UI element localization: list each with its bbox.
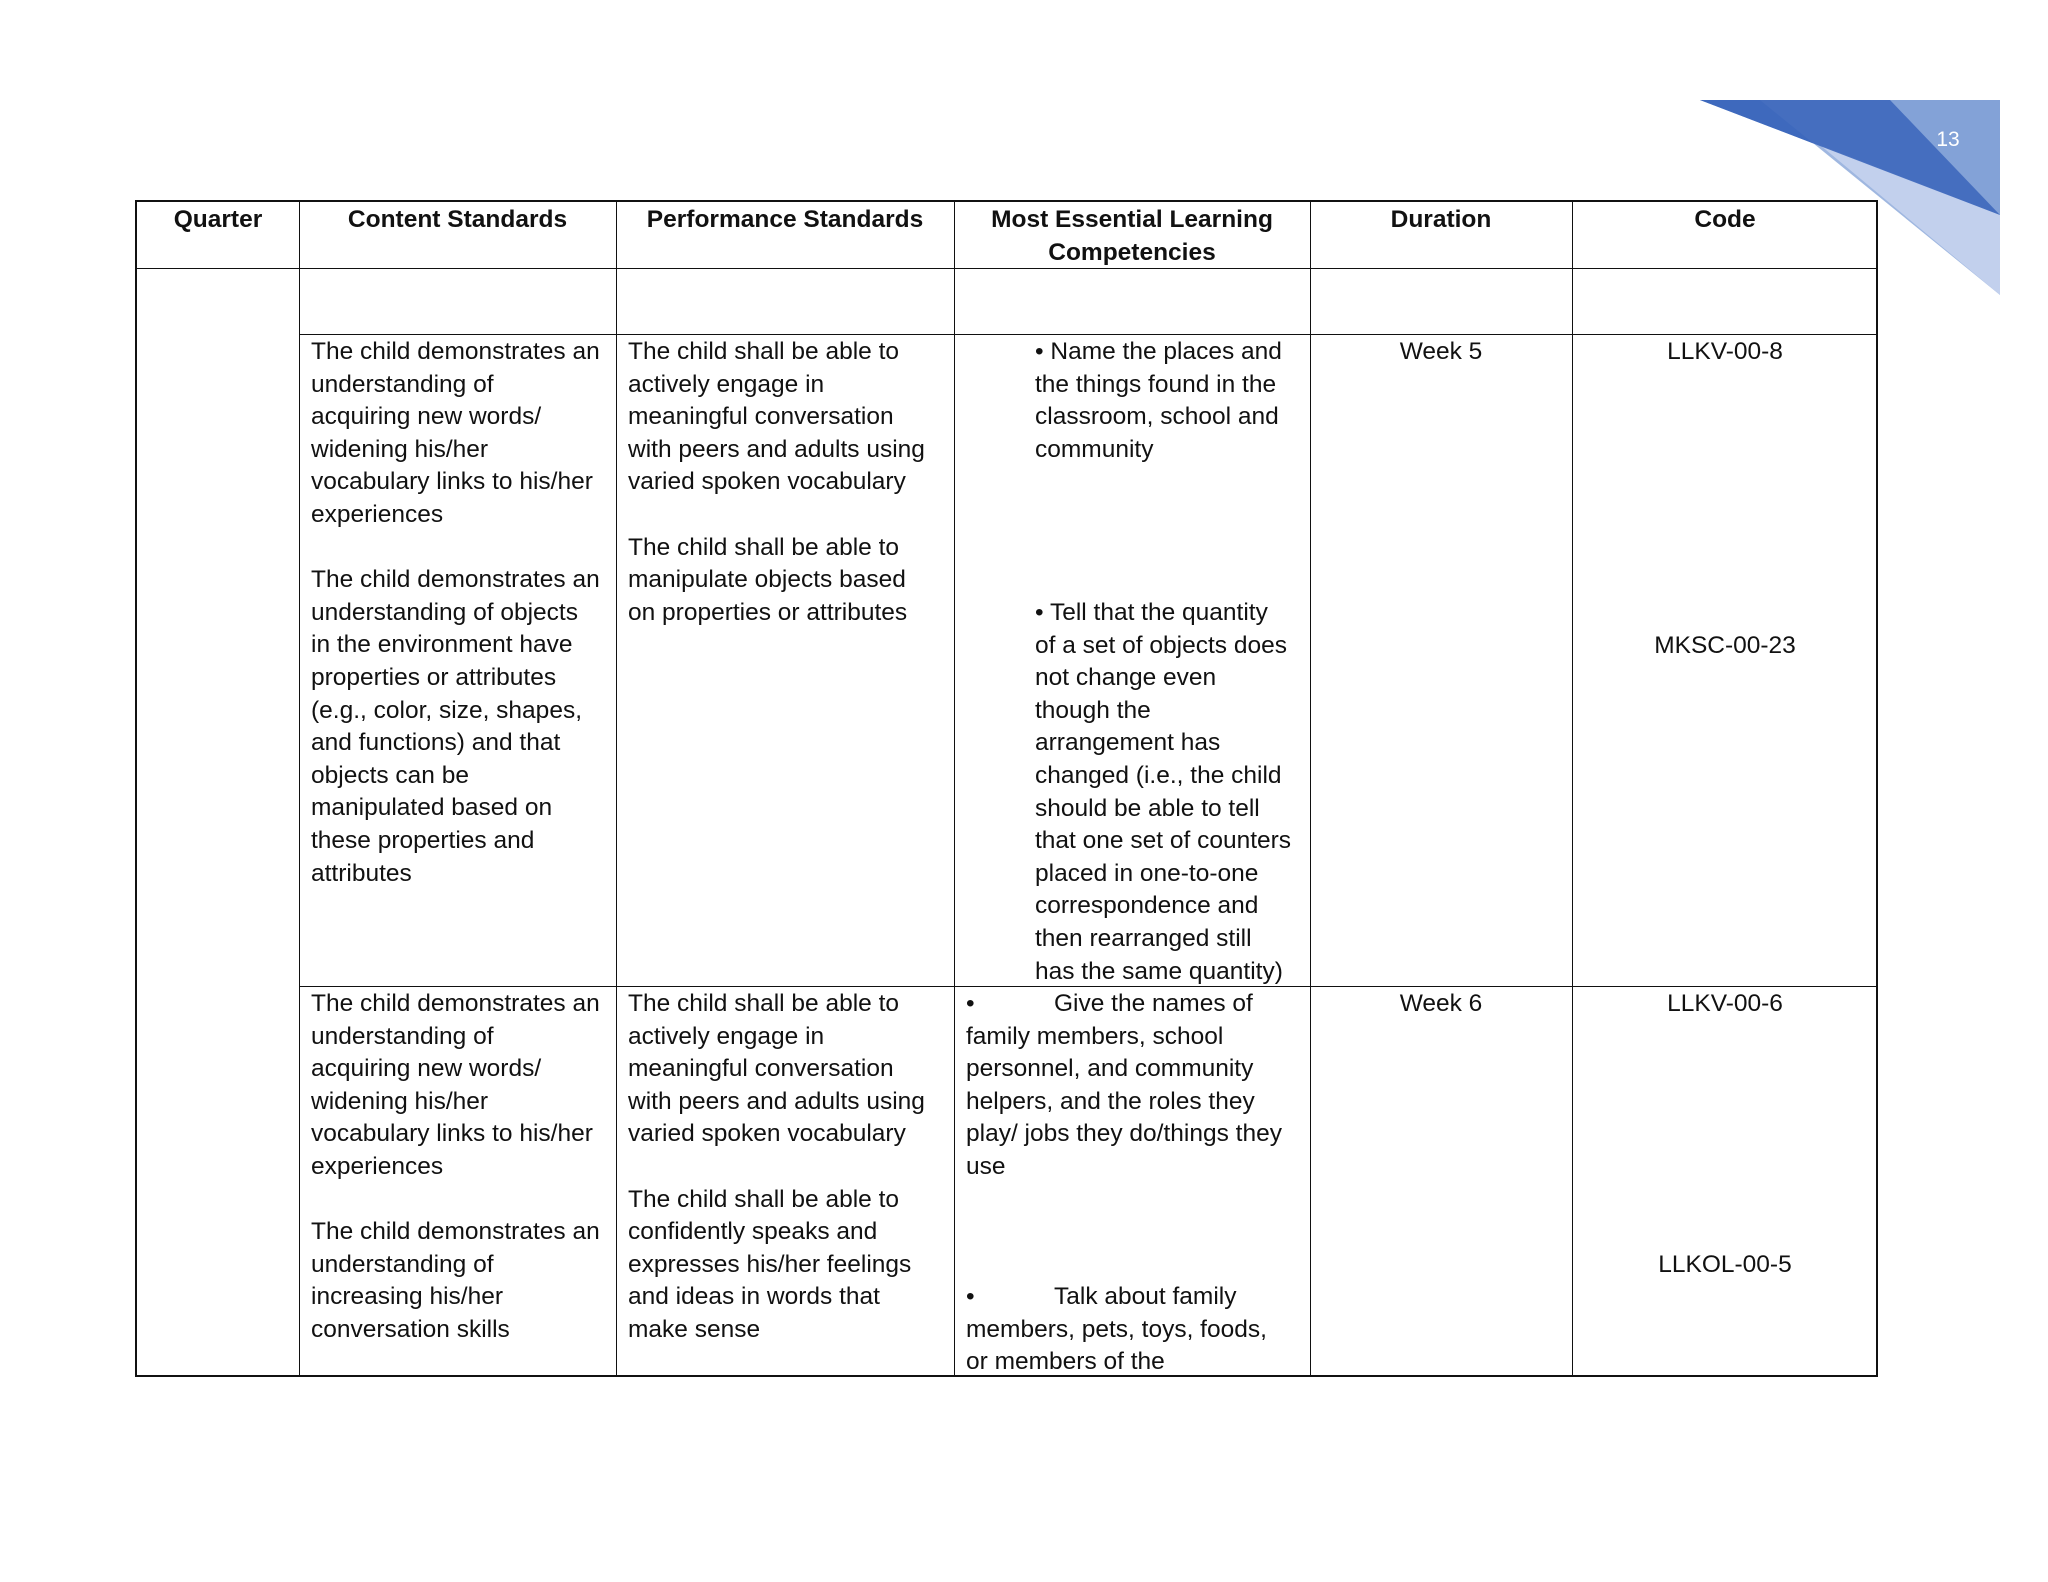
row1-code-2: MKSC-00-23 <box>1654 632 1796 659</box>
header-quarter: Quarter <box>173 206 263 233</box>
row1-duration: Week 5 <box>1399 338 1483 365</box>
row1-melc-item-2: • Tell that the quantity of a set of objects does not change even though the arrangement has changed (i.e., the child should be able to tell that one set of counters placed in one-to-one correspondence and then rearranged still has the same quantity) <box>1035 599 1292 985</box>
row2-code-2: LLKOL-00-5 <box>1658 1251 1792 1278</box>
column-divider <box>1310 202 1311 1375</box>
header-performance-standards: Performance Standards <box>646 206 924 233</box>
row1-content-standards: The child demonstrates an understanding of acquiring new words/ widening his/her vocabulary links to his/her experiences The child demonstrates an understanding of objects in the environment have properties or attributes (e.g., color, size, shapes, and functions) and that objects can be manipulated based on these properties and attributes <box>311 338 600 887</box>
page-number: 13 <box>1936 128 1960 151</box>
header-content-standards: Content Standards <box>347 206 568 233</box>
curriculum-table <box>135 200 1878 1377</box>
row2-code-1: LLKV-00-6 <box>1667 990 1783 1017</box>
row2-melc-item-1-rest: family members, school personnel, and community helpers, and the roles they play/ jobs they do/things they use <box>966 1022 1282 1180</box>
header-duration: Duration <box>1390 206 1492 233</box>
row-divider <box>299 334 1878 335</box>
row2-duration: Week 6 <box>1399 990 1483 1017</box>
row1-code-1: LLKV-00-8 <box>1667 338 1783 365</box>
row2-melc-item-2-first-line: Talk about family <box>1054 1283 1237 1310</box>
row1-performance-standards: The child shall be able to actively engage in meaningful conversation with peers and adults using varied spoken vocabulary The child shall be able to manipulate objects based on properties or attributes <box>628 338 925 626</box>
row2-melc-bullet-1: • <box>966 990 975 1017</box>
row2-melc-bullet-2: • <box>966 1283 975 1310</box>
column-divider <box>616 202 617 1375</box>
row1-melc-item-1: • Name the places and the things found in the classroom, school and community <box>1035 338 1282 463</box>
column-divider <box>1572 202 1573 1375</box>
column-divider <box>954 202 955 1375</box>
row2-performance-standards: The child shall be able to actively engage in meaningful conversation with peers and adults using varied spoken vocabulary The child shall be able to confidently speaks and expresses his/her feelings and ideas in words that make sense <box>628 990 925 1343</box>
row2-melc-item-2-rest: members, pets, toys, foods, or members of the <box>966 1315 1267 1376</box>
header-melc: Most Essential Learning Competencies <box>991 206 1273 266</box>
header-code: Code <box>1694 206 1756 233</box>
column-divider <box>299 202 300 1375</box>
row2-melc-item-1-first-line: Give the names of <box>1054 990 1253 1017</box>
row2-content-standards: The child demonstrates an understanding of acquiring new words/ widening his/her vocabulary links to his/her experiences The child demonstrates an understanding of increasing his/her conversation skills <box>311 990 600 1343</box>
